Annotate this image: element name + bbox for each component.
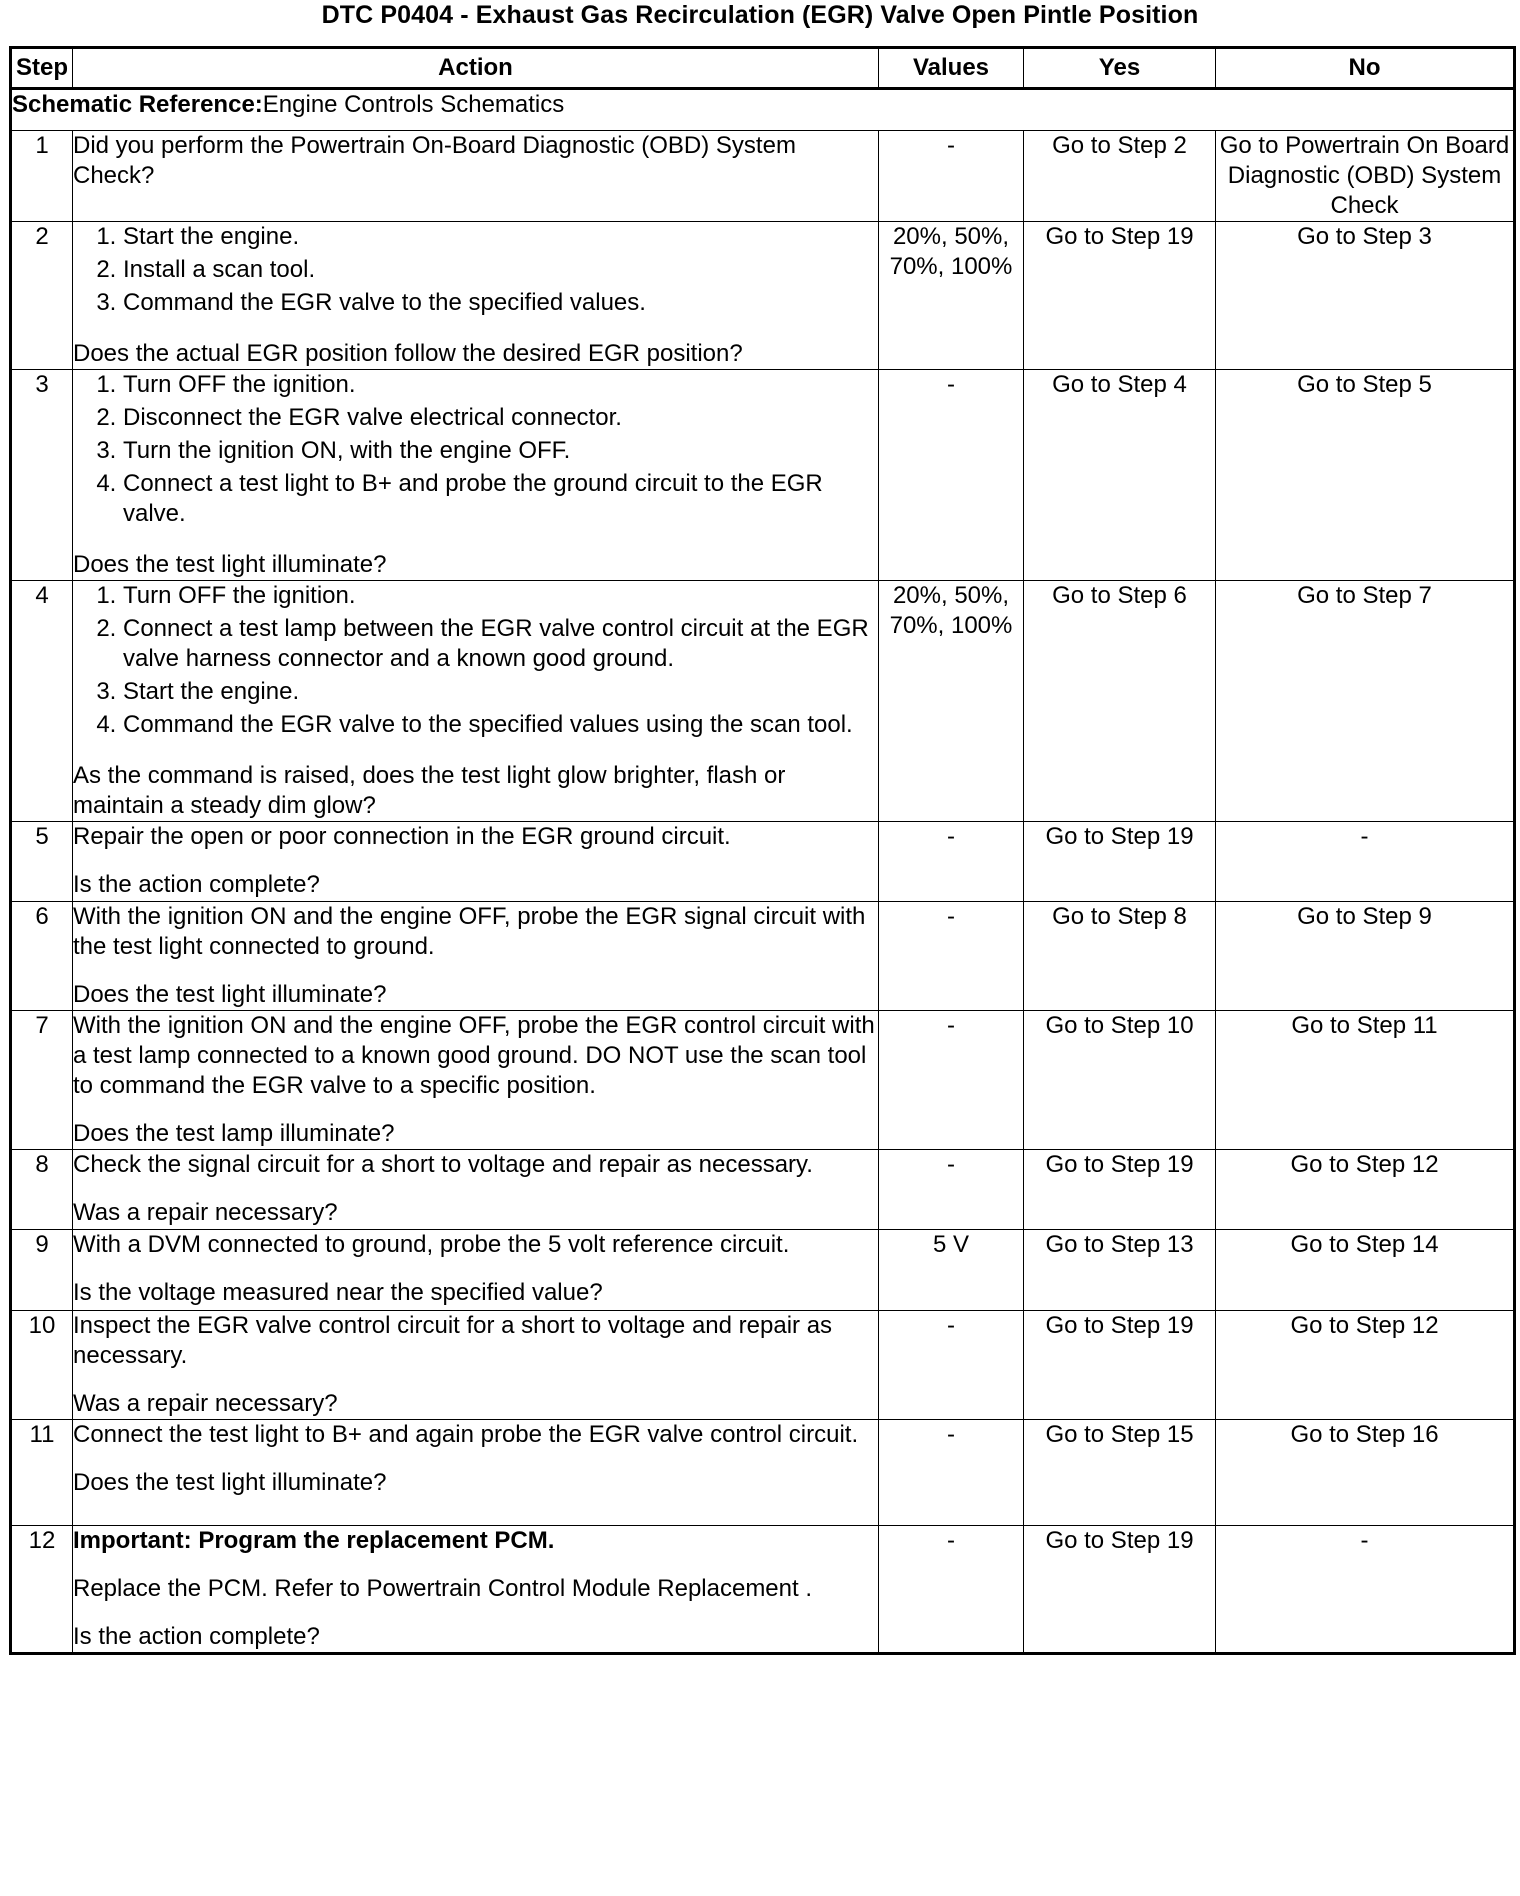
header-no: No <box>1216 48 1515 89</box>
schematic-reference <box>11 89 1515 131</box>
list-item: 1. Turn OFF the ignition. <box>123 370 878 400</box>
action-list <box>73 222 878 318</box>
step-action <box>73 1420 879 1526</box>
action-text: With the ignition ON and the engine OFF, probe the EGR control circuit with a test lamp connected to a known good ground. DO NOT use the scan tool to command the EGR valve to a specific position. <box>73 1012 875 1099</box>
step-number: 7 <box>11 1011 73 1150</box>
table-row <box>11 902 1515 1011</box>
step-action <box>73 581 879 822</box>
step-number: 3 <box>11 370 73 581</box>
header-yes: Yes <box>1024 48 1216 89</box>
step-values: - <box>879 1011 1024 1150</box>
yes-link[interactable]: Go to Step 2 <box>1024 131 1216 222</box>
action-text: Inspect the EGR valve control circuit for a short to voltage and repair as necessary. <box>73 1312 833 1369</box>
action-text: With a DVM connected to ground, probe the 5 volt reference circuit. <box>73 1231 790 1258</box>
step-values: 20%, 50%, 70%, 100% <box>879 222 1024 370</box>
action-text: Check the signal circuit for a short to voltage and repair as necessary. <box>73 1151 813 1178</box>
table-row <box>11 1526 1515 1654</box>
no-link[interactable]: Go to Step 16 <box>1216 1420 1515 1526</box>
action-text: Connect the test light to B+ and again probe the EGR valve control circuit. <box>73 1421 859 1448</box>
yes-link[interactable]: Go to Step 13 <box>1024 1230 1216 1311</box>
yes-link[interactable]: Go to Step 19 <box>1024 1311 1216 1420</box>
action-question: Is the voltage measured near the specified value? <box>73 1279 603 1306</box>
step-action <box>73 822 879 902</box>
step-values: - <box>879 1311 1024 1420</box>
table-row <box>11 1230 1515 1311</box>
step-values: - <box>879 1150 1024 1230</box>
action-question: Does the actual EGR position follow the desired EGR position? <box>73 340 743 367</box>
no-link[interactable]: Go to Step 7 <box>1216 581 1515 822</box>
step-values: - <box>879 822 1024 902</box>
step-number: 10 <box>11 1311 73 1420</box>
schematic-reference-label: Schematic Reference: <box>12 91 263 118</box>
no-link[interactable]: Go to Step 12 <box>1216 1311 1515 1420</box>
step-values: - <box>879 370 1024 581</box>
action-list <box>73 581 878 740</box>
list-item: 3. Turn the ignition ON, with the engine OFF. <box>123 436 878 466</box>
header-action: Action <box>73 48 879 89</box>
list-item: 4. Connect a test light to B+ and probe the ground circuit to the EGR valve. <box>123 469 878 529</box>
step-values: - <box>879 131 1024 222</box>
step-number: 11 <box>11 1420 73 1526</box>
no-link[interactable]: Go to Step 9 <box>1216 902 1515 1011</box>
step-values: 20%, 50%, 70%, 100% <box>879 581 1024 822</box>
action-question: Does the test light illuminate? <box>73 551 387 578</box>
yes-link[interactable]: Go to Step 19 <box>1024 1526 1216 1654</box>
yes-link[interactable]: Go to Step 10 <box>1024 1011 1216 1150</box>
step-values: - <box>879 1526 1024 1654</box>
action-question: Is the action complete? <box>73 871 320 898</box>
yes-link[interactable]: Go to Step 15 <box>1024 1420 1216 1526</box>
step-number: 12 <box>11 1526 73 1654</box>
step-action <box>73 131 879 222</box>
no-link: - <box>1216 822 1515 902</box>
step-action <box>73 1230 879 1311</box>
step-number: 2 <box>11 222 73 370</box>
schematic-reference-link[interactable]: Engine Controls Schematics <box>262 91 565 118</box>
no-link: - <box>1216 1526 1515 1654</box>
table-row <box>11 1311 1515 1420</box>
step-action <box>73 1311 879 1420</box>
step-action <box>73 222 879 370</box>
step-number: 9 <box>11 1230 73 1311</box>
no-link[interactable]: Go to Step 12 <box>1216 1150 1515 1230</box>
table-header-row <box>11 48 1515 89</box>
yes-link[interactable]: Go to Step 6 <box>1024 581 1216 822</box>
step-action <box>73 902 879 1011</box>
header-step: Step <box>11 48 73 89</box>
step-action <box>73 1526 879 1654</box>
table-row <box>11 222 1515 370</box>
no-link[interactable]: Go to Step 14 <box>1216 1230 1515 1311</box>
table-row <box>11 1420 1515 1526</box>
yes-link[interactable]: Go to Step 8 <box>1024 902 1216 1011</box>
header-values: Values <box>879 48 1024 89</box>
action-question: Was a repair necessary? <box>73 1390 338 1417</box>
action-text: With the ignition ON and the engine OFF, probe the EGR signal circuit with the test light connected to ground. <box>73 903 866 960</box>
table-row <box>11 131 1515 222</box>
document-title: DTC P0404 - Exhaust Gas Recirculation (EGR) Valve Open Pintle Position <box>321 1 1199 29</box>
step-action <box>73 370 879 581</box>
yes-link[interactable]: Go to Step 4 <box>1024 370 1216 581</box>
step-values: - <box>879 902 1024 1011</box>
no-link[interactable]: Go to Step 5 <box>1216 370 1515 581</box>
list-item: 1. Start the engine. <box>123 222 878 252</box>
list-item: 2. Disconnect the EGR valve electrical connector. <box>123 403 878 433</box>
table-row <box>11 1150 1515 1230</box>
schematic-reference-row <box>11 89 1515 131</box>
action-question: Was a repair necessary? <box>73 1199 338 1226</box>
yes-link[interactable]: Go to Step 19 <box>1024 822 1216 902</box>
table-row <box>11 1011 1515 1150</box>
step-values: 5 V <box>879 1230 1024 1311</box>
table-row <box>11 581 1515 822</box>
table-row <box>11 370 1515 581</box>
step-action <box>73 1011 879 1150</box>
action-question: Does the test light illuminate? <box>73 1469 387 1496</box>
important-note: Important: Program the replacement PCM. <box>73 1527 555 1554</box>
step-number: 1 <box>11 131 73 222</box>
no-link[interactable]: Go to Powertrain On Board Diagnostic (OBD) System Check <box>1216 131 1515 222</box>
step-action <box>73 1150 879 1230</box>
step-number: 4 <box>11 581 73 822</box>
list-item: 4. Command the EGR valve to the specified values using the scan tool. <box>123 710 878 740</box>
no-link[interactable]: Go to Step 11 <box>1216 1011 1515 1150</box>
step-values: - <box>879 1420 1024 1526</box>
action-question: Does the test light illuminate? <box>73 981 387 1008</box>
action-text: Repair the open or poor connection in the EGR ground circuit. <box>73 823 731 850</box>
no-link[interactable]: Go to Step 3 <box>1216 222 1515 370</box>
yes-link[interactable]: Go to Step 19 <box>1024 1150 1216 1230</box>
action-list <box>73 370 878 529</box>
step-number: 8 <box>11 1150 73 1230</box>
action-text: Replace the PCM. Refer to Powertrain Control Module Replacement . <box>73 1575 813 1602</box>
list-item: 2. Connect a test lamp between the EGR valve control circuit at the EGR valve harness connector and a known good ground. <box>123 614 878 674</box>
action-text: Did you perform the Powertrain On-Board Diagnostic (OBD) System Check? <box>73 132 796 189</box>
table-row <box>11 822 1515 902</box>
step-number: 5 <box>11 822 73 902</box>
action-question: Does the test lamp illuminate? <box>73 1120 395 1147</box>
list-item: 3. Start the engine. <box>123 677 878 707</box>
yes-link[interactable]: Go to Step 19 <box>1024 222 1216 370</box>
list-item: 2. Install a scan tool. <box>123 255 878 285</box>
action-question: As the command is raised, does the test light glow brighter, flash or maintain a steady dim glow? <box>73 762 786 819</box>
list-item: 3. Command the EGR valve to the specified values. <box>123 288 878 318</box>
list-item: 1. Turn OFF the ignition. <box>123 581 878 611</box>
step-number: 6 <box>11 902 73 1011</box>
action-question: Is the action complete? <box>73 1623 320 1650</box>
diagnostic-table <box>9 46 1516 1655</box>
